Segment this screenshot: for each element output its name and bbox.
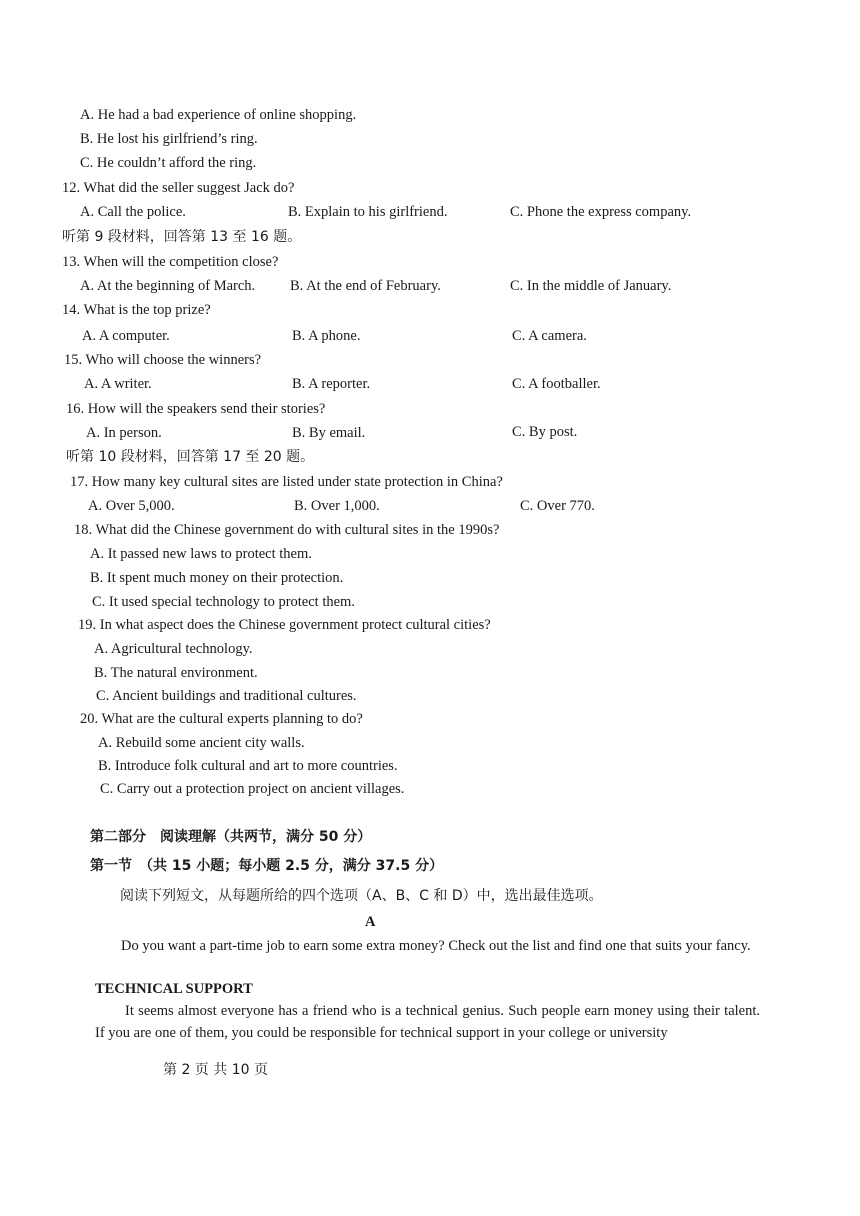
q12-option-a: A. Call the police.	[80, 204, 186, 220]
q16-option-a: A. In person.	[86, 425, 162, 441]
q17-option-a: A. Over 5,000.	[88, 498, 175, 514]
q13-question: 13. When will the competition close?	[62, 254, 279, 270]
passage-body: It seems almost everyone has a friend who is a technical genius. Such people earn money using their talent. If you are one of them, you could be responsible for technical support in your college or university	[95, 1003, 760, 1041]
q18-option-a: A. It passed new laws to protect them.	[90, 546, 312, 562]
q12-option-b: B. Explain to his girlfriend.	[288, 204, 448, 220]
section-instruction-10: 听第 10 段材料，回答第 17 至 20 题。	[66, 449, 315, 465]
part2-instruction: 阅读下列短文，从每题所给的四个选项（A、B、C 和 D）中，选出最佳选项。	[120, 888, 603, 904]
passage-heading: TECHNICAL SUPPORT	[95, 981, 253, 997]
q13-option-a: A. At the beginning of March.	[80, 278, 256, 294]
q14-question: 14. What is the top prize?	[62, 302, 211, 318]
q14-option-a: A. A computer.	[82, 328, 170, 344]
part2-section1: 第一节 （共 15 小题；每小题 2.5 分，满分 37.5 分）	[90, 858, 444, 874]
q14-option-c: C. A camera.	[512, 328, 587, 344]
q20-option-a: A. Rebuild some ancient city walls.	[98, 735, 305, 751]
q13-option-b: B. At the end of February.	[290, 278, 441, 294]
q16-option-c: C. By post.	[512, 424, 578, 440]
q20-question: 20. What are the cultural experts planning to do?	[80, 711, 363, 727]
part2-title: 第二部分 阅读理解（共两节，满分 50 分）	[90, 829, 372, 845]
q20-option-b: B. Introduce folk cultural and art to more countries.	[98, 758, 398, 774]
q11-option-b: B. He lost his girlfriend’s ring.	[80, 131, 258, 147]
q15-option-a: A. A writer.	[84, 376, 152, 392]
q12-question: 12. What did the seller suggest Jack do?	[62, 180, 295, 196]
q19-option-b: B. The natural environment.	[94, 665, 258, 681]
q14-option-b: B. A phone.	[292, 328, 361, 344]
q18-option-b: B. It spent much money on their protection.	[90, 570, 344, 586]
q17-option-b: B. Over 1,000.	[294, 498, 380, 514]
q19-option-c: C. Ancient buildings and traditional cultures.	[96, 688, 357, 704]
q18-option-c: C. It used special technology to protect them.	[92, 594, 355, 610]
q15-option-b: B. A reporter.	[292, 376, 371, 392]
q19-question: 19. In what aspect does the Chinese government protect cultural cities?	[78, 617, 491, 633]
q11-option-a: A. He had a bad experience of online shopping.	[80, 107, 357, 123]
q20-option-c: C. Carry out a protection project on ancient villages.	[100, 781, 405, 797]
q12-option-c: C. Phone the express company.	[510, 204, 692, 220]
q15-question: 15. Who will choose the winners?	[64, 352, 262, 368]
section-instruction-9: 听第 9 段材料，回答第 13 至 16 题。	[62, 229, 302, 245]
passage-intro: Do you want a part-time job to earn some extra money? Check out the list and find one that suits your fancy.	[121, 938, 751, 954]
q16-question: 16. How will the speakers send their stories?	[66, 401, 326, 417]
q17-question: 17. How many key cultural sites are listed under state protection in China?	[70, 474, 503, 490]
q17-option-c: C. Over 770.	[520, 498, 595, 514]
passage-label: A	[365, 914, 376, 930]
q18-question: 18. What did the Chinese government do with cultural sites in the 1990s?	[74, 522, 500, 538]
q11-option-c: C. He couldn’t afford the ring.	[80, 155, 257, 171]
q15-option-c: C. A footballer.	[512, 376, 601, 392]
page-footer: 第 2 页 共 10 页	[163, 1062, 268, 1078]
q16-option-b: B. By email.	[292, 425, 366, 441]
q13-option-c: C. In the middle of January.	[510, 278, 672, 294]
q19-option-a: A. Agricultural technology.	[94, 641, 253, 657]
